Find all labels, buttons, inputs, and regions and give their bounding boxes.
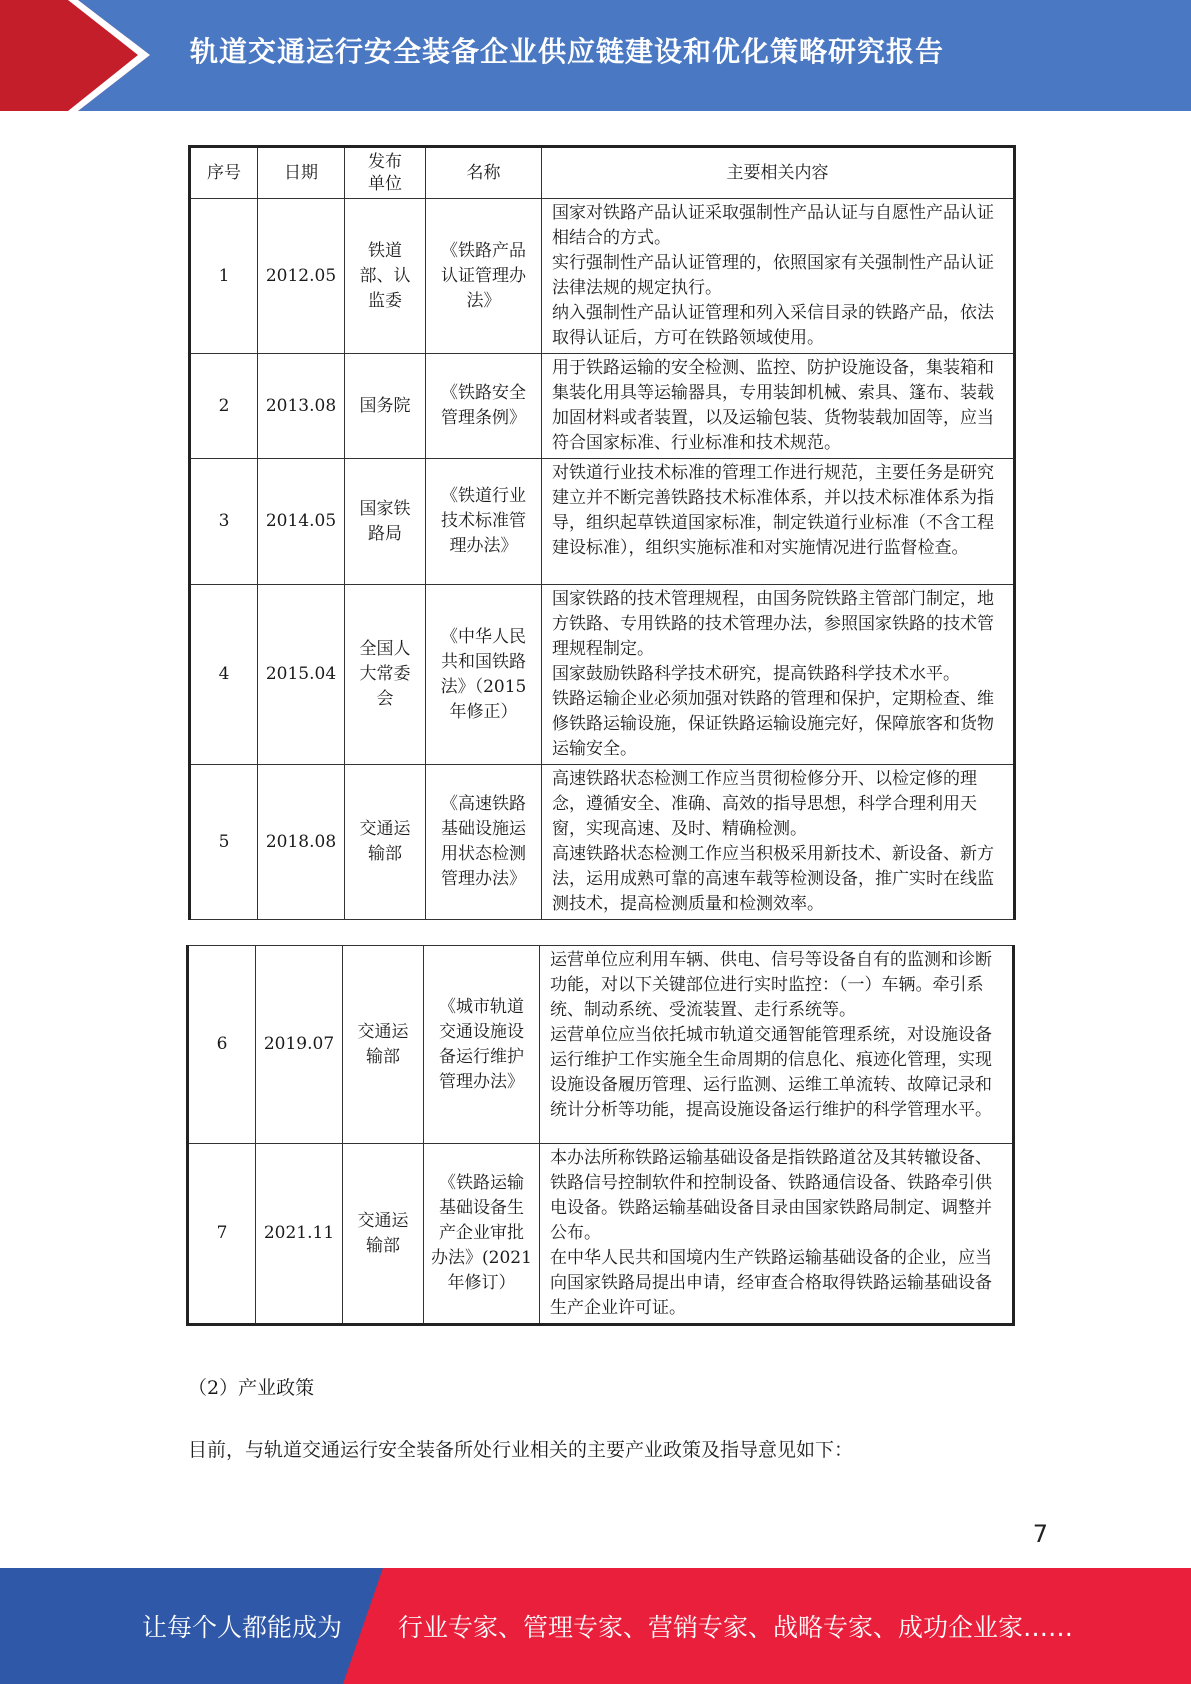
row-issuer: 全国人 大常委 会 (345, 585, 426, 765)
row-date: 2013.08 (258, 354, 345, 459)
table-row (190, 585, 1015, 765)
row-issuer: 国务院 (345, 354, 426, 459)
row-date: 2012.05 (258, 199, 345, 354)
page-number: 7 (1032, 1520, 1048, 1548)
header-chevron-decoration (0, 0, 150, 111)
row-date: 2019.07 (256, 946, 343, 1144)
content-paragraph: 铁路运输企业必须加强对铁路的管理和保护，定期检查、维修铁路运输设施，保证铁路运输设施完好，保障旅客和货物运输安全。 (552, 689, 994, 759)
row-content (542, 199, 1015, 354)
intro-paragraph: 目前，与轨道交通运行安全装备所处行业相关的主要产业政策及指导意见如下： (188, 1439, 854, 1461)
header-no: 序号 (190, 147, 258, 199)
content-paragraph: 实行强制性产品认证管理的，依照国家有关强制性产品认证法律法规的规定执行。 (552, 253, 994, 298)
header-content: 主要相关内容 (542, 147, 1015, 199)
report-title: 轨道交通运行安全装备企业供应链建设和优化策略研究报告 (190, 35, 945, 68)
row-number: 6 (188, 946, 256, 1144)
table-row (188, 946, 1014, 1144)
row-date: 2018.08 (258, 765, 345, 920)
content-paragraph: 高速铁路状态检测工作应当积极采用新技术、新设备、新方法，运用成熟可靠的高速车载等检测设备，推广实时在线监测技术，提高检测质量和检测效率。 (552, 844, 994, 914)
row-regulation-name: 《铁路产品 认证管理办 法》 (426, 199, 542, 354)
content-paragraph: 高速铁路状态检测工作应当贯彻检修分开、以检定修的理念，遵循安全、准确、高效的指导思想，科学合理利用天窗，实现高速、及时、精确检测。 (552, 769, 977, 839)
content-paragraph: 本办法所称铁路运输基础设备是指铁路道岔及其转辙设备、铁路信号控制软件和控制设备、铁路通信设备、铁路牵引供电设备。铁路运输基础设备目录由国家铁路局制定、调整并公布。 (550, 1148, 992, 1243)
table-header-row (190, 147, 1015, 199)
row-issuer: 国家铁 路局 (345, 459, 426, 585)
row-number: 5 (190, 765, 258, 920)
row-regulation-name: 《中华人民 共和国铁路 法》（2015 年修正） (426, 585, 542, 765)
row-regulation-name: 《城市轨道 交通设施设 备运行维护 管理办法》 (424, 946, 540, 1144)
table-row (190, 765, 1015, 920)
row-date: 2021.11 (256, 1144, 343, 1325)
header-date: 日期 (258, 147, 345, 199)
policy-table-part1 (188, 145, 1016, 920)
content-paragraph: 在中华人民共和国境内生产铁路运输基础设备的企业，应当向国家铁路局提出申请，经审查合格取得铁路运输基础设备生产企业许可证。 (550, 1248, 992, 1318)
table-row (190, 459, 1015, 585)
row-content (542, 585, 1015, 765)
content-paragraph: 国家对铁路产品认证采取强制性产品认证与自愿性产品认证相结合的方式。 (552, 203, 994, 248)
row-content (542, 765, 1015, 920)
row-number: 3 (190, 459, 258, 585)
row-date: 2015.04 (258, 585, 345, 765)
content-paragraph: 纳入强制性产品认证管理和列入采信目录的铁路产品，依法取得认证后，方可在铁路领域使用。 (552, 303, 994, 348)
row-number: 1 (190, 199, 258, 354)
content-paragraph: 国家鼓励铁路科学技术研究，提高铁路科学技术水平。 (552, 664, 960, 684)
row-issuer: 交通运 输部 (343, 1144, 424, 1325)
row-date: 2014.05 (258, 459, 345, 585)
row-number: 2 (190, 354, 258, 459)
row-content (542, 354, 1015, 459)
row-content (542, 459, 1015, 585)
header-name: 名称 (426, 147, 542, 199)
row-issuer: 铁道 部、认 监委 (345, 199, 426, 354)
footer-slogan-left: 让每个人都能成为 (142, 1613, 343, 1642)
content-paragraph: 对铁道行业技术标准的管理工作进行规范，主要任务是研究建立并不断完善铁路技术标准体系，并以技术标准体系为指导，组织起草铁道国家标准，制定铁道行业标准（不含工程建设标准），组织实施标准和对实施情况进行监督检查。 (552, 463, 994, 558)
table-row (190, 354, 1015, 459)
row-regulation-name: 《铁路运输 基础设备生 产企业审批 办法》(2021 年修订） (424, 1144, 540, 1325)
section-heading: （2）产业政策 (188, 1377, 315, 1399)
row-number: 4 (190, 585, 258, 765)
content-paragraph: 用于铁路运输的安全检测、监控、防护设施设备，集装箱和集装化用具等运输器具，专用装卸机械、索具、篷布、装载加固材料或者装置，以及运输包装、货物装载加固等，应当符合国家标准、行业标准和技术规范。 (552, 358, 994, 453)
row-issuer: 交通运 输部 (343, 946, 424, 1144)
page-header (0, 0, 1191, 111)
table-row (188, 1144, 1014, 1325)
policy-table-part2 (186, 945, 1015, 1326)
row-number: 7 (188, 1144, 256, 1325)
row-regulation-name: 《铁路安全 管理条例》 (426, 354, 542, 459)
page-footer (0, 1568, 1191, 1684)
content-paragraph: 运营单位应当依托城市轨道交通智能管理系统，对设施设备运行维护工作实施全生命周期的信息化、痕迹化管理，实现设施设备履历管理、运行监测、运维工单流转、故障记录和统计分析等功能，提高设施设备运行维护的科学管理水平。 (550, 1025, 992, 1120)
table-row (190, 199, 1015, 354)
footer-slogan-right: 行业专家、管理专家、营销专家、战略专家、成功企业家…… (398, 1613, 1074, 1642)
row-regulation-name: 《高速铁路 基础设施运 用状态检测 管理办法》 (426, 765, 542, 920)
row-issuer: 交通运 输部 (345, 765, 426, 920)
row-content (540, 1144, 1014, 1325)
content-paragraph: 国家铁路的技术管理规程，由国务院铁路主管部门制定，地方铁路、专用铁路的技术管理办法，参照国家铁路的技术管理规程制定。 (552, 589, 994, 659)
row-content (540, 946, 1014, 1144)
row-regulation-name: 《铁道行业 技术标准管 理办法》 (426, 459, 542, 585)
header-issuer: 发布 单位 (345, 147, 426, 199)
content-paragraph: 运营单位应利用车辆、供电、信号等设备自有的监测和诊断功能，对以下关键部位进行实时监控：（一）车辆。牵引系统、制动系统、受流装置、走行系统等。 (550, 950, 992, 1020)
